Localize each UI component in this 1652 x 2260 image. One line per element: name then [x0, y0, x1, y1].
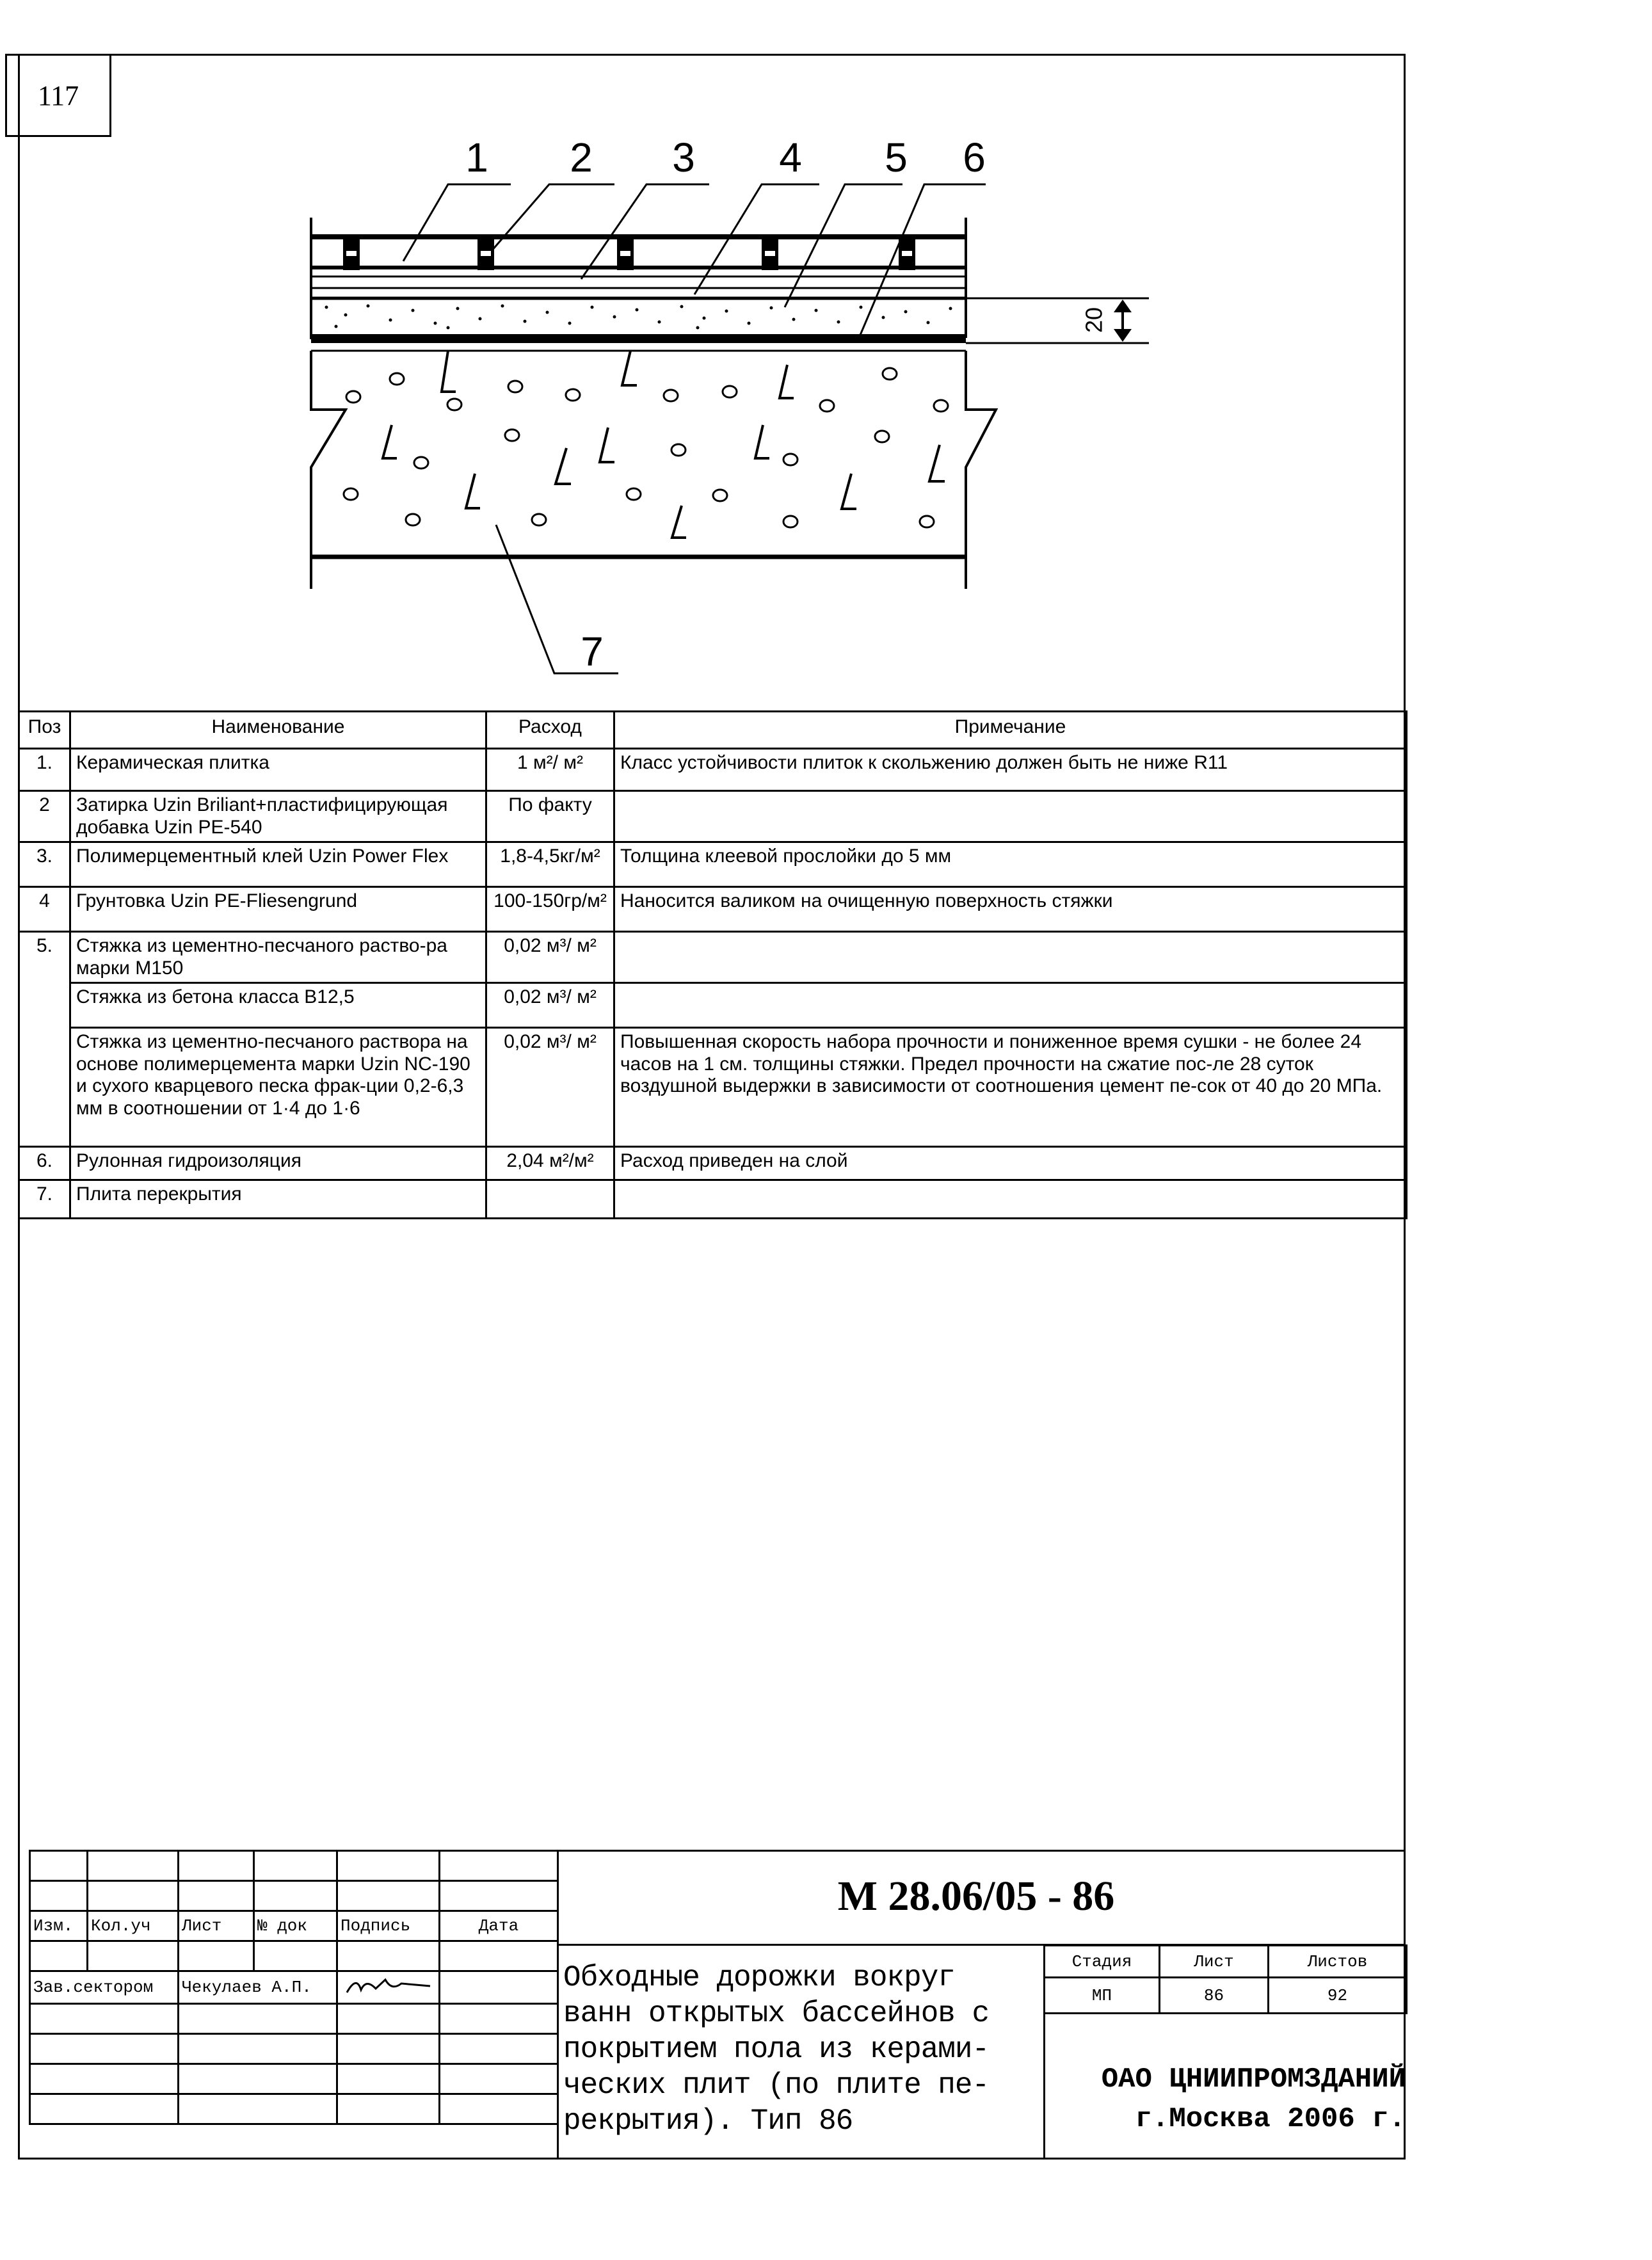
table-row [19, 983, 1407, 1028]
row-pos: 6. [19, 1147, 70, 1180]
table-row [19, 932, 1407, 983]
stage-value: МП [1045, 1978, 1160, 2014]
row-consumption: 0,02 м³/ м² [486, 983, 614, 1028]
col-list: Лист [179, 1911, 254, 1941]
row-name: Стяжка из бетона класса В12,5 [70, 983, 486, 1028]
sheets-label: Листов [1269, 1946, 1407, 1978]
row-note: Повышенная скорость набора прочности и пониженное время сушки - не более 24 часов на 1 см. толщины стяжки. Предел прочности на сжатие пос-ле 28 суток воздушной выдержки в зависимости от соотношения цемент пе-сок от 40 до 20 МПа. [614, 1028, 1407, 1147]
header-name: Наименование [70, 712, 486, 749]
table-row [19, 791, 1407, 842]
col-kol: Кол.уч [88, 1911, 179, 1941]
header-pos: Поз [19, 712, 70, 749]
signature [337, 1971, 440, 2004]
row-name: Затирка Uzin Briliant+пластифицирующая добавка Uzin PE-540 [70, 791, 486, 842]
row-note: Расход приведен на слой [614, 1147, 1407, 1180]
row-note [614, 932, 1407, 983]
document-code: М 28.06/05 - 86 [837, 1872, 1115, 1919]
row-pos: 4 [19, 887, 70, 932]
row-consumption: 0,02 м³/ м² [486, 1028, 614, 1147]
divider [557, 1946, 559, 2160]
row-note: Класс устойчивости плиток к скольжению должен быть не ниже R11 [614, 749, 1407, 791]
table-row [19, 1028, 1407, 1147]
document-description: Обходные дорожки вокруг ванн открытых бассейнов с покрытием пола из керами-ческих плит (по плите пе-рекрытия). Тип 86 [563, 1961, 990, 2138]
header-consumption: Расход [486, 712, 614, 749]
callout-7: 7 [581, 629, 604, 675]
org-city-year: г.Москва 2006 г. [1135, 2103, 1406, 2135]
callout-1: 1 [465, 134, 488, 180]
org-name: ОАО ЦНИИПРОМЗДАНИЙ [1101, 2064, 1406, 2096]
sheets-value: 92 [1269, 1978, 1407, 2014]
table-row [19, 887, 1407, 932]
table-row [19, 842, 1407, 887]
row-note: Наносится валиком на очищенную поверхность стяжки [614, 887, 1407, 932]
page-number: 117 [5, 54, 111, 137]
stage-label: Стадия [1045, 1946, 1160, 1978]
row-consumption: 2,04 м²/м² [486, 1147, 614, 1180]
header-note: Примечание [614, 712, 1407, 749]
row-pos: 1. [19, 749, 70, 791]
row-consumption: 1,8-4,5кг/м² [486, 842, 614, 887]
table-row [19, 1180, 1407, 1219]
row-pos: 7. [19, 1180, 70, 1219]
row-pos: 2 [19, 791, 70, 842]
row-pos: 3. [19, 842, 70, 887]
col-date: Дата [440, 1911, 558, 1941]
row-note [614, 983, 1407, 1028]
row-name: Рулонная гидроизоляция [70, 1147, 486, 1180]
row-note [614, 791, 1407, 842]
dimension-label: 20 [1080, 307, 1107, 333]
row-consumption [486, 1180, 614, 1219]
callout-2: 2 [570, 134, 593, 180]
col-ndoc: № док [254, 1911, 337, 1941]
col-sign: Подпись [337, 1911, 440, 1941]
divider [1043, 2012, 1045, 2160]
row-consumption: 0,02 м³/ м² [486, 932, 614, 983]
row-name: Керамическая плитка [70, 749, 486, 791]
stage-table [1043, 1944, 1407, 2014]
specification-table [18, 710, 1407, 1219]
sheet-label: Лист [1160, 1946, 1269, 1978]
row-pos: 5. [19, 932, 70, 1147]
revision-header-row [30, 1911, 558, 1941]
row-name: Полимерцементный клей Uzin Power Flex [70, 842, 486, 887]
table-row [19, 749, 1407, 791]
callout-6: 6 [963, 134, 986, 180]
organization [1047, 2060, 1406, 2139]
signature-row [30, 1971, 558, 2004]
table-row [19, 1147, 1407, 1180]
floor-section-drawing [0, 0, 1652, 710]
person-name: Чекулаев А.П. [179, 1971, 337, 2004]
row-note: Толщина клеевой прослойки до 5 мм [614, 842, 1407, 887]
table-header-row [19, 712, 1407, 749]
row-consumption: 100-150гр/м² [486, 887, 614, 932]
row-consumption: По факту [486, 791, 614, 842]
callout-5: 5 [885, 134, 908, 180]
sheet-value: 86 [1160, 1978, 1269, 2014]
row-name: Стяжка из цементно-песчаного раствора на основе полимерцемента марки Uzin NC-190 и сухого кварцевого песка фрак-ции 0,2-6,3 мм в соотношении от 1·4 до 1·6 [70, 1028, 486, 1147]
row-name: Стяжка из цементно-песчаного раство-ра марки М150 [70, 932, 486, 983]
revision-grid [29, 1850, 559, 2125]
col-izm: Изм. [30, 1911, 88, 1941]
row-name: Плита перекрытия [70, 1180, 486, 1219]
row-note [614, 1180, 1407, 1219]
row-name: Грунтовка Uzin PE-Fliesengrund [70, 887, 486, 932]
row-consumption: 1 м²/ м² [486, 749, 614, 791]
callout-4: 4 [779, 134, 802, 180]
role-label: Зав.сектором [30, 1971, 179, 2004]
callout-3: 3 [672, 134, 695, 180]
